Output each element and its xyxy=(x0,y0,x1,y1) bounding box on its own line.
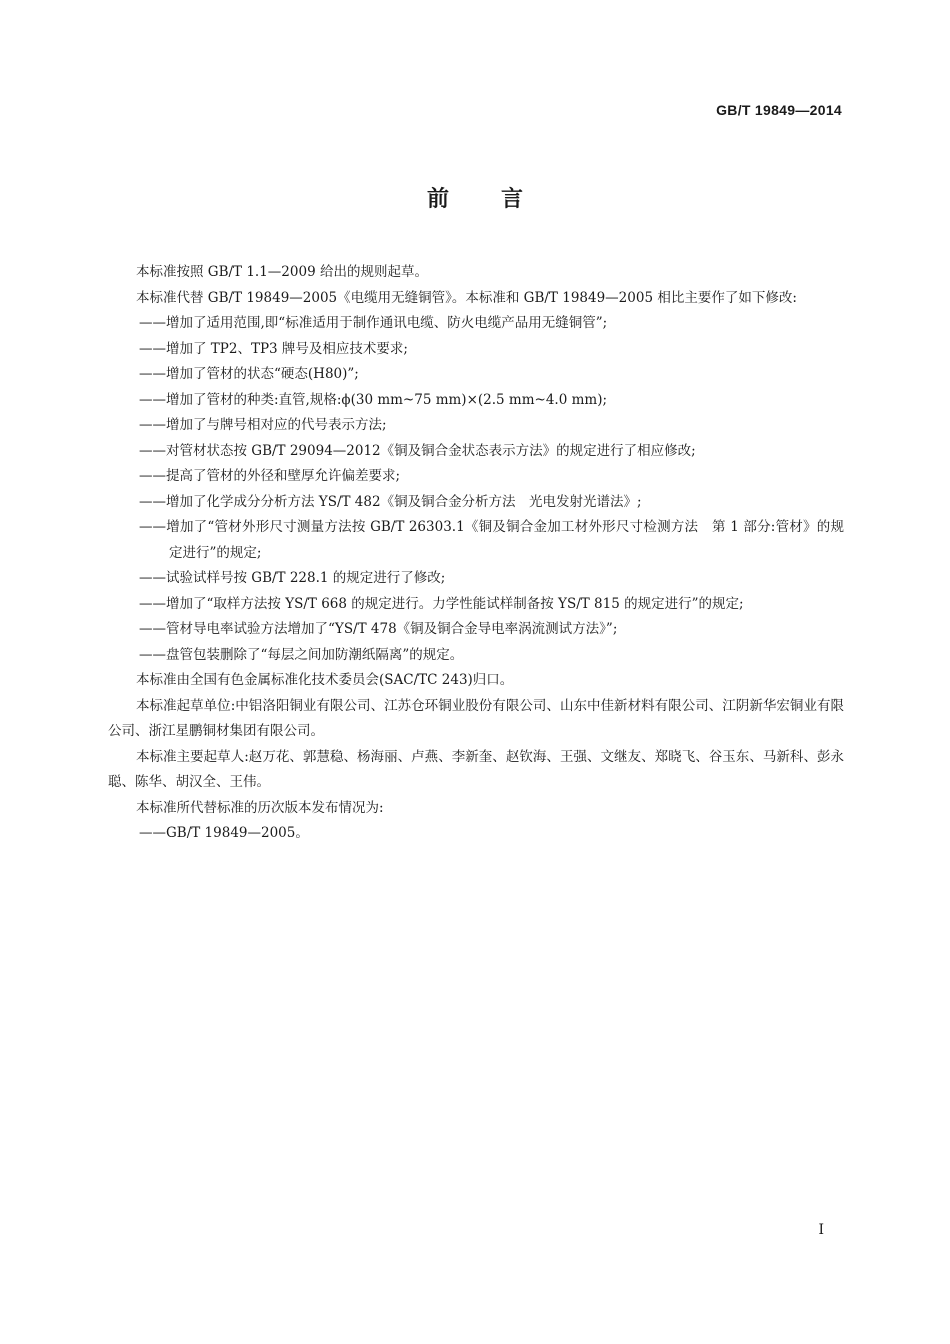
list-item: ——管材导电率试验方法增加了“YS/T 478《铜及铜合金导电率涡流测试方法》”; xyxy=(139,621,618,637)
list-item: ——试验试样号按 GB/T 228.1 的规定进行了修改; xyxy=(139,570,446,586)
list-item: ——增加了“管材外形尺寸测量方法按 GB/T 26303.1《铜及铜合金加工材外形尺寸检测方法 第 1 部分:管材》的规定进行”的规定; xyxy=(139,519,844,561)
list-item: ——增加了 TP2、TP3 牌号及相应技术要求; xyxy=(139,340,408,357)
list-item: ——增加了管材的状态“硬态(H80)”; xyxy=(139,366,359,382)
page-title: 前言 xyxy=(426,187,575,212)
list-item: ——增加了化学成分分析方法 YS/T 482《铜及铜合金分析方法 光电发射光谱法》; xyxy=(139,493,642,510)
paragraph-history-intro: 本标准所代替标准的历次版本发布情况为: xyxy=(136,799,384,816)
history-item: ——GB/T 19849—2005。 xyxy=(139,825,309,841)
paragraph-replaces: 本标准代替 GB/T 19849—2005《电缆用无缝铜管》。本标准和 GB/T 19849—2005 相比主要作了如下修改: xyxy=(136,289,797,306)
paragraph-technical-committee: 本标准由全国有色金属标准化技术委员会(SAC/TC 243)归口。 xyxy=(136,672,514,688)
list-item: ——增加了管材的种类:直管,规格:ϕ(30 mm~75 mm)×(2.5 mm~4.0 mm); xyxy=(139,391,608,408)
standard-code: GB/T 19849—2014 xyxy=(716,102,842,118)
page-number: I xyxy=(818,1222,824,1238)
paragraph-drafters: 本标准主要起草人:赵万花、郭慧稳、杨海丽、卢燕、李新奎、赵钦海、王强、文继友、郑晓飞、谷玉东、马新科、彭永聪、陈华、胡汉全、王伟。 xyxy=(108,748,844,790)
paragraph-drafting-rule: 本标准按照 GB/T 1.1—2009 给出的规则起草。 xyxy=(136,264,428,280)
list-item: ——提高了管材的外径和壁厚允许偏差要求; xyxy=(139,468,401,484)
list-item: ——对管材状态按 GB/T 29094—2012《铜及铜合金状态表示方法》的规定进行了相应修改; xyxy=(139,442,696,459)
list-item: ——增加了适用范围,即“标准适用于制作通讯电缆、防火电缆产品用无缝铜管”; xyxy=(139,315,608,331)
foreword-body xyxy=(108,260,844,847)
paragraph-drafting-units: 本标准起草单位:中铝洛阳铜业有限公司、江苏仓环铜业股份有限公司、山东中佳新材料有限公司、江阴新华宏铜业有限公司、浙江星鹏铜材集团有限公司。 xyxy=(108,697,844,739)
list-item: ——盘管包装删除了“每层之间加防潮纸隔离”的规定。 xyxy=(139,646,464,663)
list-item: ——增加了与牌号相对应的代号表示方法; xyxy=(139,417,387,433)
list-item: ——增加了“取样方法按 YS/T 668 的规定进行。力学性能试样制备按 YS/T 815 的规定进行”的规定; xyxy=(139,595,744,612)
